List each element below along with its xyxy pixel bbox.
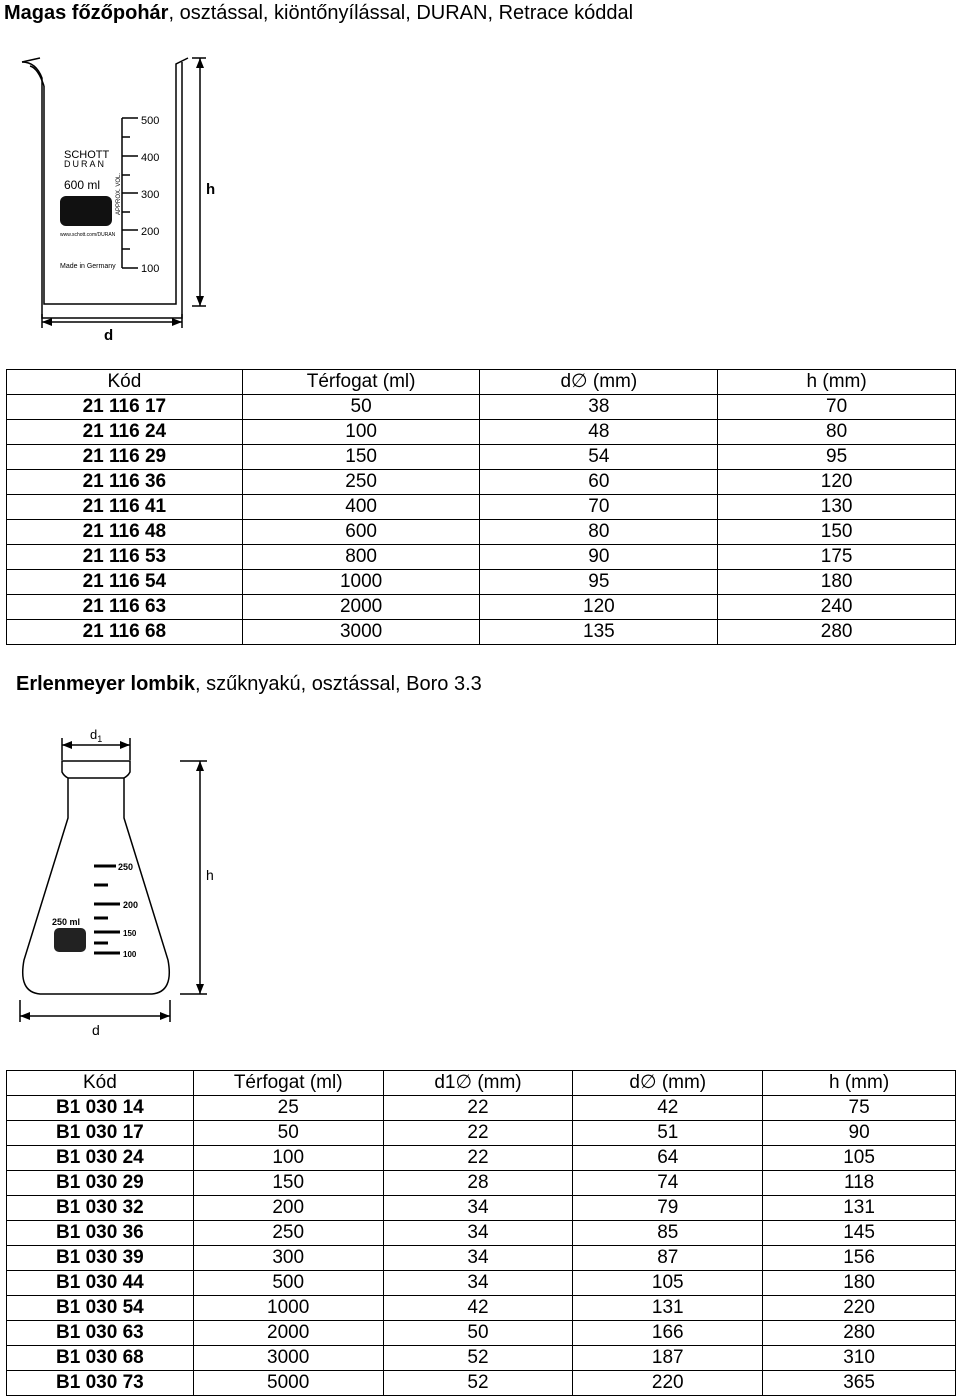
value-cell: 42	[573, 1096, 763, 1121]
header-cell: d∅ (mm)	[480, 370, 718, 395]
flask-neck-label: $d_1$	[90, 727, 103, 744]
code-cell: 21 116 36	[7, 470, 243, 495]
flask-grad-250: 250	[118, 862, 134, 872]
value-cell: 90	[480, 545, 718, 570]
value-cell: 600	[242, 520, 480, 545]
table-row	[7, 1371, 956, 1396]
value-cell: 5000	[193, 1371, 383, 1396]
code-cell: B1 030 29	[7, 1171, 194, 1196]
beaker-volume-label: 600 ml	[64, 178, 101, 192]
value-cell: 50	[242, 395, 480, 420]
value-cell: 50	[193, 1121, 383, 1146]
value-cell: 34	[383, 1246, 573, 1271]
value-cell: 1000	[193, 1296, 383, 1321]
table-row	[7, 1146, 956, 1171]
header-cell: Térfogat (ml)	[242, 370, 480, 395]
beaker-diameter-label: d	[104, 327, 114, 344]
value-cell: 34	[383, 1196, 573, 1221]
value-cell: 87	[573, 1246, 763, 1271]
flask-diameter-label: d	[92, 1022, 100, 1038]
header-cell: Kód	[7, 370, 243, 395]
value-cell: 3000	[242, 620, 480, 645]
beaker-grad-400: 400	[141, 152, 160, 164]
header-cell: Kód	[7, 1071, 194, 1096]
beaker-approx-label: APPROX. VOL.	[116, 172, 122, 215]
table-row	[7, 1321, 956, 1346]
table-row	[7, 1171, 956, 1196]
table-row	[7, 1271, 956, 1296]
value-cell: 187	[573, 1346, 763, 1371]
beaker-grad-100: 100	[141, 263, 160, 275]
code-cell: B1 030 17	[7, 1121, 194, 1146]
value-cell: 85	[573, 1221, 763, 1246]
value-cell: 22	[383, 1146, 573, 1171]
value-cell: 130	[718, 495, 956, 520]
code-cell: 21 116 68	[7, 620, 243, 645]
value-cell: 54	[480, 445, 718, 470]
table-row	[7, 1096, 956, 1121]
table-row	[7, 1121, 956, 1146]
value-cell: 166	[573, 1321, 763, 1346]
value-cell: 105	[573, 1271, 763, 1296]
value-cell: 220	[573, 1371, 763, 1396]
table-row	[7, 1196, 956, 1221]
value-cell: 220	[763, 1296, 956, 1321]
value-cell: 64	[573, 1146, 763, 1171]
value-cell: 51	[573, 1121, 763, 1146]
value-cell: 52	[383, 1371, 573, 1396]
value-cell: 180	[763, 1271, 956, 1296]
value-cell: 150	[242, 445, 480, 470]
value-cell: 400	[242, 495, 480, 520]
code-cell: 21 116 53	[7, 545, 243, 570]
value-cell: 70	[480, 495, 718, 520]
value-cell: 200	[193, 1196, 383, 1221]
beaker-title-bold: Magas főzőpohár	[4, 2, 169, 24]
code-cell: B1 030 36	[7, 1221, 194, 1246]
code-cell: 21 116 54	[7, 570, 243, 595]
table-header-row	[7, 1071, 956, 1096]
flask-height-label: h	[206, 867, 214, 883]
value-cell: 250	[242, 470, 480, 495]
value-cell: 90	[763, 1121, 956, 1146]
header-cell: d1∅ (mm)	[383, 1071, 573, 1096]
code-cell: B1 030 24	[7, 1146, 194, 1171]
code-cell: 21 116 17	[7, 395, 243, 420]
code-cell: B1 030 32	[7, 1196, 194, 1221]
value-cell: 310	[763, 1346, 956, 1371]
value-cell: 3000	[193, 1346, 383, 1371]
code-cell: B1 030 73	[7, 1371, 194, 1396]
value-cell: 300	[193, 1246, 383, 1271]
value-cell: 156	[763, 1246, 956, 1271]
value-cell: 60	[480, 470, 718, 495]
value-cell: 52	[383, 1346, 573, 1371]
table-row	[7, 1246, 956, 1271]
value-cell: 118	[763, 1171, 956, 1196]
value-cell: 131	[763, 1196, 956, 1221]
value-cell: 1000	[242, 570, 480, 595]
value-cell: 74	[573, 1171, 763, 1196]
value-cell: 120	[480, 595, 718, 620]
code-cell: 21 116 29	[7, 445, 243, 470]
value-cell: 42	[383, 1296, 573, 1321]
beaker-grad-500: 500	[141, 115, 160, 127]
value-cell: 2000	[193, 1321, 383, 1346]
value-cell: 34	[383, 1221, 573, 1246]
flask-table	[6, 1070, 956, 1396]
value-cell: 105	[763, 1146, 956, 1171]
code-cell: B1 030 68	[7, 1346, 194, 1371]
beaker-title-rest: , osztással, kiöntőnyílással, DURAN, Retrace kóddal	[168, 2, 634, 24]
beaker-url-label: www.schott.com/DURAN	[60, 232, 116, 238]
code-cell: B1 030 44	[7, 1271, 194, 1296]
value-cell: 250	[193, 1221, 383, 1246]
value-cell: 280	[718, 620, 956, 645]
value-cell: 34	[383, 1271, 573, 1296]
value-cell: 25	[193, 1096, 383, 1121]
flask-label-patch	[54, 928, 86, 952]
flask-grad-150: 150	[123, 929, 137, 938]
value-cell: 38	[480, 395, 718, 420]
value-cell: 135	[480, 620, 718, 645]
flask-title-rest: , szűknyakú, osztással, Boro 3.3	[194, 673, 482, 695]
code-cell: 21 116 48	[7, 520, 243, 545]
code-cell: B1 030 63	[7, 1321, 194, 1346]
beaker-height-label: h	[206, 181, 216, 198]
header-cell: d∅ (mm)	[573, 1071, 763, 1096]
value-cell: 120	[718, 470, 956, 495]
value-cell: 100	[193, 1146, 383, 1171]
value-cell: 95	[480, 570, 718, 595]
beaker-origin-label: Made in Germany	[60, 263, 116, 270]
value-cell: 150	[718, 520, 956, 545]
header-cell: Térfogat (ml)	[193, 1071, 383, 1096]
value-cell: 70	[718, 395, 956, 420]
value-cell: 180	[718, 570, 956, 595]
header-cell: h (mm)	[763, 1071, 956, 1096]
value-cell: 175	[718, 545, 956, 570]
value-cell: 22	[383, 1121, 573, 1146]
code-cell: 21 116 41	[7, 495, 243, 520]
value-cell: 500	[193, 1271, 383, 1296]
value-cell: 95	[718, 445, 956, 470]
value-cell: 80	[718, 420, 956, 445]
beaker-brand-2: DURAN	[64, 159, 107, 169]
flask-grad-100: 100	[123, 950, 137, 959]
value-cell: 22	[383, 1096, 573, 1121]
table-row	[7, 1221, 956, 1246]
code-cell: 21 116 63	[7, 595, 243, 620]
value-cell: 2000	[242, 595, 480, 620]
value-cell: 145	[763, 1221, 956, 1246]
value-cell: 240	[718, 595, 956, 620]
table-row	[7, 1346, 956, 1371]
beaker-grad-300: 300	[141, 189, 160, 201]
value-cell: 131	[573, 1296, 763, 1321]
code-cell: 21 116 24	[7, 420, 243, 445]
flask-grad-200: 200	[123, 900, 139, 910]
value-cell: 280	[763, 1321, 956, 1346]
beaker-grad-200: 200	[141, 226, 160, 238]
table-row	[7, 1296, 956, 1321]
beaker-brand-1: SCHOTT	[64, 149, 110, 161]
header-cell: h (mm)	[718, 370, 956, 395]
value-cell: 79	[573, 1196, 763, 1221]
value-cell: 800	[242, 545, 480, 570]
value-cell: 365	[763, 1371, 956, 1396]
value-cell: 150	[193, 1171, 383, 1196]
value-cell: 80	[480, 520, 718, 545]
value-cell: 48	[480, 420, 718, 445]
code-cell: B1 030 14	[7, 1096, 194, 1121]
value-cell: 75	[763, 1096, 956, 1121]
flask-drawing	[0, 0, 260, 1045]
flask-title-bold: Erlenmeyer lombik	[16, 673, 195, 695]
flask-volume-label: 250 ml	[52, 917, 81, 927]
value-cell: 28	[383, 1171, 573, 1196]
code-cell: B1 030 39	[7, 1246, 194, 1271]
value-cell: 50	[383, 1321, 573, 1346]
code-cell: B1 030 54	[7, 1296, 194, 1321]
value-cell: 100	[242, 420, 480, 445]
